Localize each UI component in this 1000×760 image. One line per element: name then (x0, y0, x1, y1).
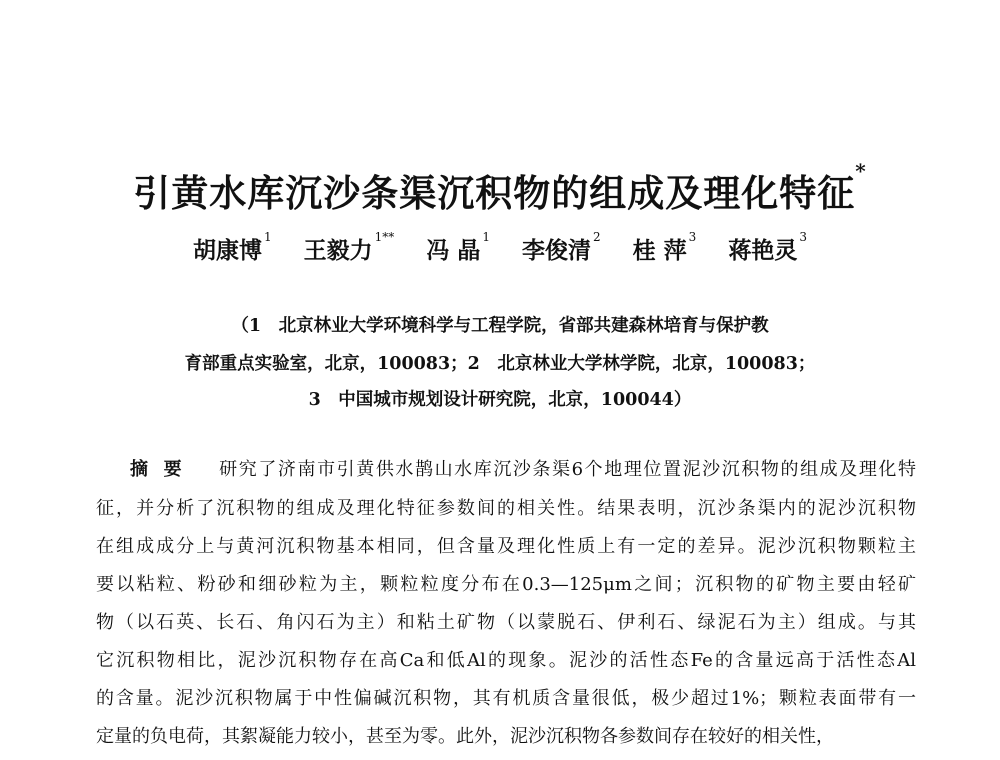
author (728, 232, 807, 265)
author-affiliation-mark: 1 (482, 230, 490, 244)
abstract-line: 它沉积物相比，泥沙沉积物存在高Ca和低Al的现象。泥沙的活性态Fe的含量远高于活性态Al (96, 650, 916, 671)
title-footnote-mark: * (855, 159, 867, 183)
author-name: 李俊清 (522, 237, 591, 264)
author-affiliation-mark: 3 (688, 230, 697, 244)
author-name: 蒋艳灵 (728, 237, 798, 264)
author-name: 冯 晶 (426, 237, 481, 264)
abstract-line: 征，并分析了沉积物的组成及理化特征参数间的相关性。结果表明，沉沙条渠内的泥沙沉积物 (96, 498, 916, 519)
author-name: 王毅力 (303, 237, 373, 264)
author-affiliation-mark: 1 (264, 230, 272, 244)
author (426, 232, 490, 265)
affiliation-line: 育部重点实验室，北京，100083；2 北京林业大学林学院，北京，100083； (184, 354, 816, 374)
abstract-line: 的含量。泥沙沉积物属于中性偏碱沉积物，其有机质含量很低，极少超过1%；颗粒表面带有一 (96, 688, 916, 709)
paper-title (0, 159, 1000, 217)
author-name: 胡康博 (193, 237, 263, 264)
author-list (0, 232, 1000, 265)
affiliation-line: 3 中国城市规划设计研究院，北京，100044） (308, 390, 692, 410)
paper-title-text: 引黄水库沉沙条渠沉积物的组成及理化特征 (133, 171, 856, 215)
abstract-line (130, 455, 916, 481)
abstract-line: 在组成成分上与黄河沉积物基本相同，但含量及理化性质上有一定的差异。泥沙沉积物颗粒主 (96, 536, 916, 557)
author (304, 232, 395, 265)
abstract-line: 定量的负电荷，其絮凝能力较小，甚至为零。此外，泥沙沉积物各参数间存在较好的相关性， (96, 726, 834, 747)
abstract-line: 要以粘粒、粉砂和细砂粒为主，颗粒粒度分布在0.3—125μm之间；沉积物的矿物主要由轻矿 (96, 574, 916, 595)
abstract-line: 物（以石英、长石、角闪石为主）和粘土矿物（以蒙脱石、伊利石、绿泥石为主）组成。与其 (96, 612, 916, 633)
author (633, 232, 697, 265)
author-affiliation-mark: 2 (593, 230, 601, 244)
author-affiliation-mark: 3 (799, 230, 807, 244)
abstract-label: 摘要 (130, 459, 198, 480)
abstract-line-text: 研究了济南市引黄供水鹊山水库沉沙条渠6个地理位置泥沙沉积物的组成及理化特 (219, 459, 916, 480)
author (522, 232, 601, 265)
affiliation-line: （1 北京林业大学环境科学与工程学院，省部共建森林培育与保护教 (231, 316, 769, 336)
author-name: 桂 萍 (632, 237, 687, 264)
author (193, 232, 272, 265)
author-affiliation-mark: 1** (374, 230, 395, 244)
